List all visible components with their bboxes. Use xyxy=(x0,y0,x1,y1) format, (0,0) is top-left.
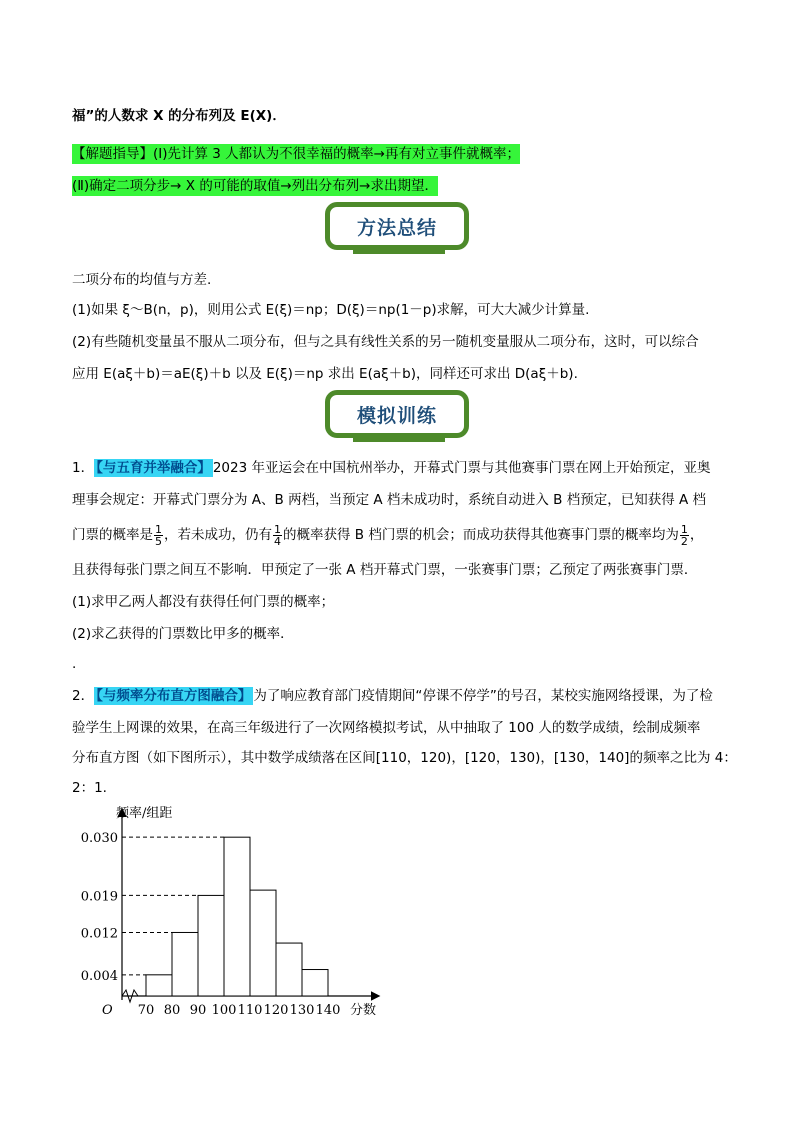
y-tick-label-0.012: 0.012 xyxy=(80,926,118,942)
q1-text-3d: ， xyxy=(689,527,704,543)
method-line-2: (1)如果 ξ～B(n，p)，则用公式 E(ξ)＝np；D(ξ)＝np(1－p)求解，可大大减少计算量. xyxy=(72,302,590,318)
histogram-bar-130-140 xyxy=(302,970,328,996)
x-tick-label-90: 90 xyxy=(189,1003,207,1018)
y-tick-label-0.030: 0.030 xyxy=(80,831,118,847)
q2-number: 2． xyxy=(72,688,95,704)
q1-tag: 【与五育并举融合】 xyxy=(96,460,211,476)
y-tick-label-0.004: 0.004 xyxy=(80,968,118,984)
x-tick-label-140: 140 xyxy=(315,1003,341,1018)
practice-badge xyxy=(325,390,469,438)
histogram-bar-90-100 xyxy=(198,895,224,996)
q2-line-2: 验学生上网课的效果，在高三年级进行了一次网络模拟考试，从中抽取了 100 人的数学成绩，绘制成频率 xyxy=(72,720,701,736)
q1-line-2: 理事会规定：开幕式门票分为 A、B 两档，当预定 A 档未成功时，系统自动进入 B 档预定，已知获得 A 档 xyxy=(72,492,707,508)
x-tick-label-120: 120 xyxy=(263,1003,289,1018)
method-line-1: 二项分布的均值与方差. xyxy=(72,272,212,288)
solution-guide-line-1 xyxy=(72,144,520,164)
y-tick-label-0.019: 0.019 xyxy=(80,889,118,905)
fraction-1-5: $\frac{1}{5}$ xyxy=(155,522,162,548)
histogram-bar-70-80 xyxy=(146,975,172,996)
q2-tag: 【与频率分布直方图融合】 xyxy=(96,688,252,704)
histogram-bar-100-110 xyxy=(224,837,250,996)
method-summary-badge xyxy=(325,202,469,250)
method-summary-title: 方法总结 xyxy=(356,216,437,239)
x-tick-label-130: 130 xyxy=(289,1003,315,1018)
method-line-4: 应用 E(aξ＋b)＝aE(ξ)＋b 以及 E(ξ)＝np 求出 E(aξ＋b)，同样还可求出 D(aξ＋b). xyxy=(72,366,578,382)
histogram-bar-80-90 xyxy=(172,932,198,996)
q2-line-4: 2：1. xyxy=(72,780,107,796)
y-axis-label: 频率/组距 xyxy=(116,806,173,821)
x-tick-label-80: 80 xyxy=(163,1003,181,1018)
solution-guide-line-2 xyxy=(72,176,438,196)
q2-line-1 xyxy=(72,686,713,706)
q1-line-4: 且获得每张门票之间互不影响．甲预定了一张 A 档开幕式门票，一张赛事门票；乙预定了两张赛事门票． xyxy=(72,562,698,578)
q1-text-1: 2023 年亚运会在中国杭州举办，开幕式门票与其他赛事门票在网上开始预定，亚奥 xyxy=(212,460,711,476)
origin-label: O xyxy=(102,1003,113,1018)
q2-text-1: 为了响应教育部门疫情期间“停课不停学”的号召，某校实施网络授课，为了检 xyxy=(253,688,713,704)
q1-number: 1． xyxy=(72,460,95,476)
q1-part-2: (2)求乙获得的门票数比甲多的概率． xyxy=(72,626,294,642)
histogram-svg xyxy=(60,800,400,1020)
badge-underbar xyxy=(353,433,445,442)
method-line-3: (2)有些随机变量虽不服从二项分布，但与之具有线性关系的另一随机变量服从二项分布，这时，可以综合 xyxy=(72,334,699,350)
x-axis-label: 分数 xyxy=(350,1003,377,1018)
q1-line-3 xyxy=(72,520,703,550)
histogram-bar-110-120 xyxy=(250,890,276,996)
x-tick-label-110: 110 xyxy=(237,1003,263,1018)
q1-line-1 xyxy=(72,458,711,478)
q1-text-3a: 门票的概率是 xyxy=(72,527,153,543)
fraction-1-2: $\frac{1}{2}$ xyxy=(680,522,688,548)
x-tick-label-100: 100 xyxy=(211,1003,237,1018)
q1-dot: . xyxy=(72,656,77,672)
badge-underbar xyxy=(353,245,445,254)
q2-line-3: 分布直方图（如下图所示），其中数学成绩落在区间[110，120)，[120，130)，[130，140]的频率之比为 4： xyxy=(72,750,737,766)
histogram-bars xyxy=(146,837,328,996)
continued-question-line: 福”的人数求 X 的分布列及 E(X)． xyxy=(72,108,286,124)
x-tick-label-70: 70 xyxy=(137,1003,155,1018)
guide-highlight-2: (Ⅱ)确定二项分步→ X 的可能的取值→列出分布列→求出期望． xyxy=(72,178,438,194)
histogram-bar-120-130 xyxy=(276,943,302,996)
frequency-histogram xyxy=(60,800,400,1024)
guide-highlight-1: 【解题指导】(Ⅰ)先计算 3 人都认为不很幸福的概率→再有对立事件就概率； xyxy=(72,146,520,162)
q1-text-3b: ，若未成功，仍有 xyxy=(164,527,272,543)
practice-title: 模拟训练 xyxy=(356,404,437,427)
q1-part-1: (1)求甲乙两人都没有获得任何门票的概率； xyxy=(72,594,335,610)
fraction-1-4: $\frac{1}{4}$ xyxy=(274,522,281,548)
q1-text-3c: 的概率获得 B 档门票的机会；而成功获得其他赛事门票的概率均为 xyxy=(283,527,679,543)
